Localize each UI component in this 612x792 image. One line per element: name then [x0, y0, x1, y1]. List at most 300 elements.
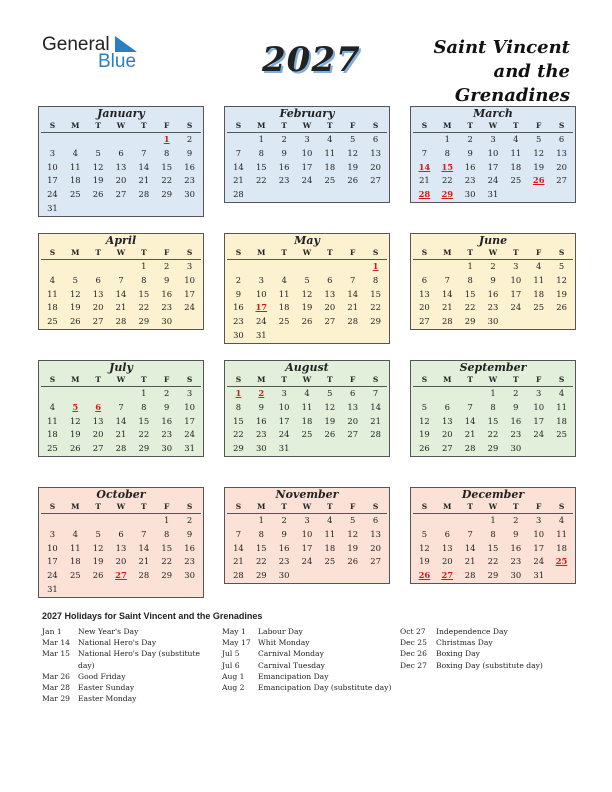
- weekday-header: M: [250, 120, 273, 133]
- day-cell: 19: [324, 415, 336, 426]
- holiday-day-cell: 1: [372, 261, 379, 271]
- day-cell: 28: [138, 189, 150, 200]
- day-cell: 27: [92, 316, 104, 327]
- day-cell: 9: [235, 288, 242, 299]
- day-cell: 8: [490, 401, 496, 412]
- day-cell: 14: [138, 161, 150, 172]
- day-cell: 27: [370, 175, 381, 186]
- day-cell: 24: [533, 429, 545, 440]
- day-cell: 30: [510, 443, 522, 454]
- day-cell: 12: [69, 288, 81, 299]
- weekday-header: T: [273, 120, 296, 133]
- day-cell: 29: [233, 443, 244, 454]
- holiday-row: [222, 626, 392, 637]
- day-cell: 13: [441, 415, 453, 426]
- day-cell: 14: [464, 542, 476, 553]
- day-cell: 8: [258, 528, 264, 539]
- weekday-header: S: [550, 120, 573, 133]
- weekday-header: S: [227, 501, 250, 514]
- day-cell: 6: [350, 388, 356, 398]
- day-cell: 12: [69, 415, 81, 426]
- weekday-header: W: [482, 247, 505, 260]
- day-cell: 16: [510, 542, 522, 553]
- day-cell: 22: [370, 302, 381, 313]
- day-cell: 4: [558, 515, 565, 525]
- weekday-header: T: [459, 120, 482, 133]
- day-cell: 21: [419, 175, 430, 186]
- holiday-date: Oct 27: [400, 627, 426, 636]
- day-cell: 1: [467, 261, 473, 271]
- day-cell: 11: [47, 288, 58, 299]
- day-cell: 30: [184, 189, 195, 200]
- day-cell: 15: [161, 161, 173, 172]
- month-name: February: [279, 107, 335, 120]
- holiday-row: [222, 671, 392, 682]
- weekday-header: T: [504, 247, 527, 260]
- holiday-name: Carnival Tuesday: [258, 660, 325, 670]
- weekday-header: T: [459, 374, 482, 387]
- day-cell: 21: [441, 302, 453, 313]
- weekday-header: M: [436, 247, 459, 260]
- weekday-header: M: [64, 247, 87, 260]
- empty-cell: [87, 387, 110, 401]
- empty-cell: [436, 387, 459, 401]
- day-cell: 24: [184, 429, 195, 440]
- day-cell: 5: [304, 274, 310, 285]
- day-cell: 4: [304, 388, 310, 398]
- day-cell: 28: [233, 570, 244, 581]
- holiday-day-cell: 1: [163, 134, 170, 144]
- day-cell: 9: [467, 147, 473, 158]
- weekday-header: M: [250, 247, 273, 260]
- holiday-day-cell: 26: [532, 175, 545, 186]
- day-cell: 29: [138, 443, 150, 454]
- day-cell: 6: [118, 528, 124, 539]
- weekday-header: T: [318, 501, 341, 514]
- holiday-name: Good Friday: [78, 671, 126, 681]
- day-cell: 31: [47, 583, 58, 594]
- day-cell: 27: [441, 443, 453, 454]
- day-cell: 20: [556, 161, 567, 172]
- day-cell: 19: [301, 302, 313, 313]
- day-cell: 30: [255, 443, 267, 454]
- weekday-header: M: [64, 501, 87, 514]
- holiday-name: Boxing Day: [436, 649, 480, 659]
- weekday-header: F: [155, 374, 178, 387]
- holiday-day-cell: 2: [258, 388, 265, 398]
- holiday-name: Carnival Monday: [258, 649, 324, 659]
- weekday-header: F: [155, 501, 178, 514]
- weekday-header: S: [550, 374, 573, 387]
- day-cell: 17: [301, 161, 313, 172]
- day-cell: 25: [47, 443, 58, 454]
- weekday-header: M: [250, 374, 273, 387]
- weekday-header: W: [296, 374, 319, 387]
- empty-cell: [227, 514, 250, 528]
- day-cell: 21: [464, 556, 476, 567]
- holiday-row: [400, 637, 570, 648]
- day-cell: 31: [487, 189, 499, 200]
- day-cell: 23: [278, 175, 290, 186]
- day-cell: 29: [370, 316, 381, 327]
- holiday-row: [222, 682, 392, 693]
- empty-cell: [413, 514, 436, 528]
- weekday-header: S: [178, 501, 201, 514]
- day-cell: 5: [95, 528, 101, 539]
- day-cell: 12: [419, 415, 430, 426]
- day-cell: 26: [92, 189, 104, 200]
- month-february: [224, 106, 390, 203]
- day-cell: 31: [47, 202, 58, 213]
- day-cell: 5: [421, 401, 428, 412]
- weekday-header: S: [413, 374, 436, 387]
- day-cell: 29: [487, 570, 499, 581]
- day-cell: 20: [370, 542, 381, 553]
- country-title: [370, 36, 570, 108]
- weekday-header: T: [273, 374, 296, 387]
- day-cell: 14: [115, 415, 127, 426]
- day-cell: 8: [141, 274, 147, 285]
- day-cell: 23: [510, 556, 522, 567]
- holiday-date: Mar 15: [42, 649, 71, 659]
- weekday-header: S: [364, 374, 387, 387]
- holiday-date: Mar 26: [42, 671, 71, 681]
- day-cell: 9: [513, 401, 519, 412]
- day-cell: 4: [72, 528, 78, 539]
- day-cell: 30: [510, 570, 522, 581]
- day-cell: 30: [278, 570, 290, 581]
- holiday-row: [42, 693, 202, 704]
- day-cell: 7: [421, 147, 428, 158]
- day-cell: 16: [161, 288, 173, 299]
- day-cell: 12: [324, 401, 336, 412]
- weekday-header: T: [273, 247, 296, 260]
- day-cell: 12: [92, 161, 104, 172]
- day-cell: 21: [370, 415, 381, 426]
- day-cell: 26: [301, 316, 313, 327]
- month-days-grid: [227, 374, 387, 456]
- month-days-grid: [41, 247, 201, 329]
- day-cell: 22: [233, 429, 244, 440]
- day-cell: 20: [92, 302, 104, 313]
- day-cell: 9: [490, 274, 496, 285]
- holiday-name: Christmas Day: [436, 638, 493, 648]
- day-cell: 18: [69, 556, 81, 567]
- day-cell: 12: [347, 528, 359, 539]
- weekday-header: S: [41, 247, 64, 260]
- day-cell: 24: [255, 316, 267, 327]
- empty-cell: [87, 260, 110, 274]
- weekday-header: W: [482, 501, 505, 514]
- day-cell: 14: [233, 542, 244, 553]
- logo: [42, 34, 152, 74]
- holiday-date: Mar 29: [42, 694, 71, 704]
- holiday-day-cell: 14: [418, 161, 431, 172]
- day-cell: 25: [47, 316, 58, 327]
- weekday-header: T: [504, 374, 527, 387]
- day-cell: 3: [49, 147, 56, 158]
- day-cell: 14: [441, 288, 453, 299]
- day-cell: 13: [115, 542, 127, 553]
- holiday-day-cell: 6: [95, 401, 102, 412]
- day-cell: 7: [235, 528, 242, 539]
- day-cell: 15: [255, 542, 267, 553]
- holidays-title: 2027 Holidays for Saint Vincent and the Grenadines: [42, 611, 263, 621]
- day-cell: 10: [301, 528, 313, 539]
- month-october: [38, 487, 204, 598]
- empty-cell: [41, 387, 64, 401]
- holiday-row: [42, 682, 202, 693]
- day-cell: 6: [95, 274, 101, 285]
- empty-cell: [227, 260, 250, 274]
- day-cell: 6: [372, 134, 379, 144]
- day-cell: 18: [510, 161, 522, 172]
- day-cell: 21: [115, 302, 127, 313]
- day-cell: 10: [533, 528, 545, 539]
- day-cell: 9: [164, 274, 170, 285]
- day-cell: 16: [487, 288, 499, 299]
- day-cell: 28: [370, 429, 381, 440]
- day-cell: 25: [69, 189, 81, 200]
- day-cell: 31: [255, 329, 267, 340]
- day-cell: 6: [558, 134, 565, 144]
- month-days-grid: [41, 501, 201, 597]
- day-cell: 6: [118, 147, 124, 158]
- country-line: Grenadines: [454, 85, 570, 106]
- day-cell: 7: [141, 147, 147, 158]
- day-cell: 12: [347, 147, 359, 158]
- day-cell: 3: [513, 261, 519, 271]
- day-cell: 13: [419, 288, 430, 299]
- day-cell: 19: [92, 175, 104, 186]
- holiday-name: Boxing Day (substitute day): [436, 660, 543, 670]
- day-cell: 11: [47, 415, 58, 426]
- day-cell: 1: [164, 515, 170, 525]
- day-cell: 13: [347, 401, 359, 412]
- day-cell: 28: [441, 316, 453, 327]
- day-cell: 20: [370, 161, 381, 172]
- day-cell: 27: [347, 429, 359, 440]
- day-cell: 19: [69, 429, 81, 440]
- weekday-header: M: [64, 120, 87, 133]
- day-cell: 22: [138, 429, 150, 440]
- day-cell: 1: [444, 134, 450, 144]
- day-cell: 26: [69, 443, 81, 454]
- day-cell: 9: [186, 147, 193, 158]
- day-cell: 20: [324, 302, 336, 313]
- day-cell: 28: [464, 570, 476, 581]
- day-cell: 8: [372, 274, 379, 285]
- empty-cell: [341, 260, 364, 274]
- day-cell: 18: [69, 175, 81, 186]
- day-cell: 30: [161, 443, 173, 454]
- day-cell: 13: [370, 147, 381, 158]
- day-cell: 4: [327, 134, 333, 144]
- holiday-date: May 1: [222, 627, 246, 636]
- weekday-header: S: [227, 374, 250, 387]
- weekday-header: S: [413, 247, 436, 260]
- day-cell: 10: [47, 542, 58, 553]
- month-january: [38, 106, 204, 217]
- day-cell: 7: [372, 388, 379, 398]
- empty-cell: [227, 133, 250, 147]
- day-cell: 4: [327, 515, 333, 525]
- day-cell: 22: [464, 302, 476, 313]
- day-cell: 24: [510, 302, 522, 313]
- day-cell: 11: [324, 528, 336, 539]
- day-cell: 3: [536, 388, 542, 398]
- day-cell: 25: [556, 429, 567, 440]
- weekday-header: T: [504, 120, 527, 133]
- holiday-day-cell: 29: [441, 189, 454, 200]
- day-cell: 30: [233, 329, 244, 340]
- weekday-header: T: [132, 374, 155, 387]
- day-cell: 16: [184, 542, 195, 553]
- day-cell: 15: [233, 415, 244, 426]
- day-cell: 9: [513, 528, 519, 539]
- holiday-name: Easter Sunday: [78, 683, 135, 693]
- day-cell: 13: [324, 288, 336, 299]
- month-may: [224, 233, 390, 344]
- day-cell: 3: [536, 515, 542, 525]
- holiday-day-cell: 1: [235, 388, 242, 398]
- weekday-header: T: [459, 501, 482, 514]
- weekday-header: W: [110, 247, 133, 260]
- day-cell: 24: [301, 556, 313, 567]
- day-cell: 18: [533, 288, 545, 299]
- day-cell: 16: [233, 302, 244, 313]
- weekday-header: S: [41, 374, 64, 387]
- holiday-date: Mar 28: [42, 683, 71, 693]
- day-cell: 24: [184, 302, 195, 313]
- day-cell: 17: [301, 542, 313, 553]
- day-cell: 16: [278, 161, 290, 172]
- day-cell: 18: [47, 302, 58, 313]
- day-cell: 15: [161, 542, 173, 553]
- day-cell: 18: [47, 429, 58, 440]
- day-cell: 2: [513, 515, 519, 525]
- day-cell: 3: [304, 515, 310, 525]
- holiday-column: [222, 626, 392, 693]
- day-cell: 15: [487, 542, 499, 553]
- day-cell: 30: [184, 570, 195, 581]
- day-cell: 10: [47, 161, 58, 172]
- weekday-header: S: [550, 247, 573, 260]
- day-cell: 25: [69, 570, 81, 581]
- day-cell: 17: [47, 556, 58, 567]
- day-cell: 20: [441, 429, 453, 440]
- day-cell: 2: [186, 515, 193, 525]
- weekday-header: T: [318, 374, 341, 387]
- holiday-row: [42, 648, 202, 670]
- day-cell: 29: [161, 570, 173, 581]
- empty-cell: [64, 514, 87, 528]
- empty-cell: [296, 260, 319, 274]
- day-cell: 6: [372, 515, 379, 525]
- empty-cell: [41, 514, 64, 528]
- holiday-row: [400, 626, 570, 637]
- day-cell: 10: [184, 401, 195, 412]
- empty-cell: [41, 260, 64, 274]
- day-cell: 14: [370, 401, 381, 412]
- day-cell: 4: [281, 274, 287, 285]
- weekday-header: M: [436, 501, 459, 514]
- day-cell: 21: [138, 175, 150, 186]
- day-cell: 8: [164, 528, 170, 539]
- weekday-header: T: [132, 120, 155, 133]
- day-cell: 10: [184, 274, 195, 285]
- day-cell: 17: [510, 288, 522, 299]
- day-cell: 12: [419, 542, 430, 553]
- month-name: August: [285, 361, 329, 374]
- day-cell: 10: [278, 401, 290, 412]
- logo-blue-text: Blue: [98, 51, 137, 72]
- day-cell: 11: [556, 401, 567, 412]
- day-cell: 22: [441, 175, 453, 186]
- holiday-date: Dec 26: [400, 649, 427, 659]
- day-cell: 1: [141, 388, 147, 398]
- weekday-header: S: [227, 247, 250, 260]
- empty-cell: [436, 260, 459, 274]
- day-cell: 13: [92, 288, 104, 299]
- holiday-row: [222, 648, 392, 659]
- day-cell: 24: [47, 570, 58, 581]
- day-cell: 15: [138, 288, 150, 299]
- day-cell: 22: [255, 556, 267, 567]
- day-cell: 11: [510, 147, 522, 158]
- month-september: [410, 360, 576, 457]
- day-cell: 15: [487, 415, 499, 426]
- day-cell: 13: [115, 161, 127, 172]
- empty-cell: [87, 133, 110, 147]
- holiday-day-cell: 27: [115, 570, 127, 581]
- day-cell: 8: [235, 401, 242, 412]
- day-cell: 24: [533, 556, 545, 567]
- day-cell: 6: [444, 401, 450, 412]
- day-cell: 11: [278, 288, 290, 299]
- day-cell: 18: [556, 542, 567, 553]
- day-cell: 7: [467, 528, 473, 539]
- day-cell: 20: [115, 175, 127, 186]
- day-cell: 17: [487, 161, 499, 172]
- holiday-name: New Year's Day: [78, 627, 139, 636]
- day-cell: 2: [513, 388, 519, 398]
- logo-general-text: General: [42, 34, 110, 55]
- day-cell: 5: [350, 515, 356, 525]
- day-cell: 21: [138, 556, 150, 567]
- day-cell: 10: [487, 147, 499, 158]
- day-cell: 7: [350, 274, 356, 285]
- day-cell: 15: [370, 288, 381, 299]
- day-cell: 19: [533, 161, 545, 172]
- empty-cell: [64, 133, 87, 147]
- empty-cell: [459, 514, 482, 528]
- day-cell: 16: [184, 161, 195, 172]
- day-cell: 16: [510, 415, 522, 426]
- day-cell: 18: [556, 415, 567, 426]
- day-cell: 11: [556, 528, 567, 539]
- day-cell: 26: [324, 429, 336, 440]
- weekday-header: M: [436, 120, 459, 133]
- month-days-grid: [413, 374, 573, 456]
- holiday-day-cell: 17: [255, 302, 268, 313]
- month-march: [410, 106, 576, 203]
- weekday-header: T: [87, 501, 110, 514]
- day-cell: 23: [255, 429, 267, 440]
- day-cell: 17: [184, 415, 195, 426]
- holiday-date: Mar 14: [42, 638, 71, 648]
- month-name: July: [109, 361, 133, 374]
